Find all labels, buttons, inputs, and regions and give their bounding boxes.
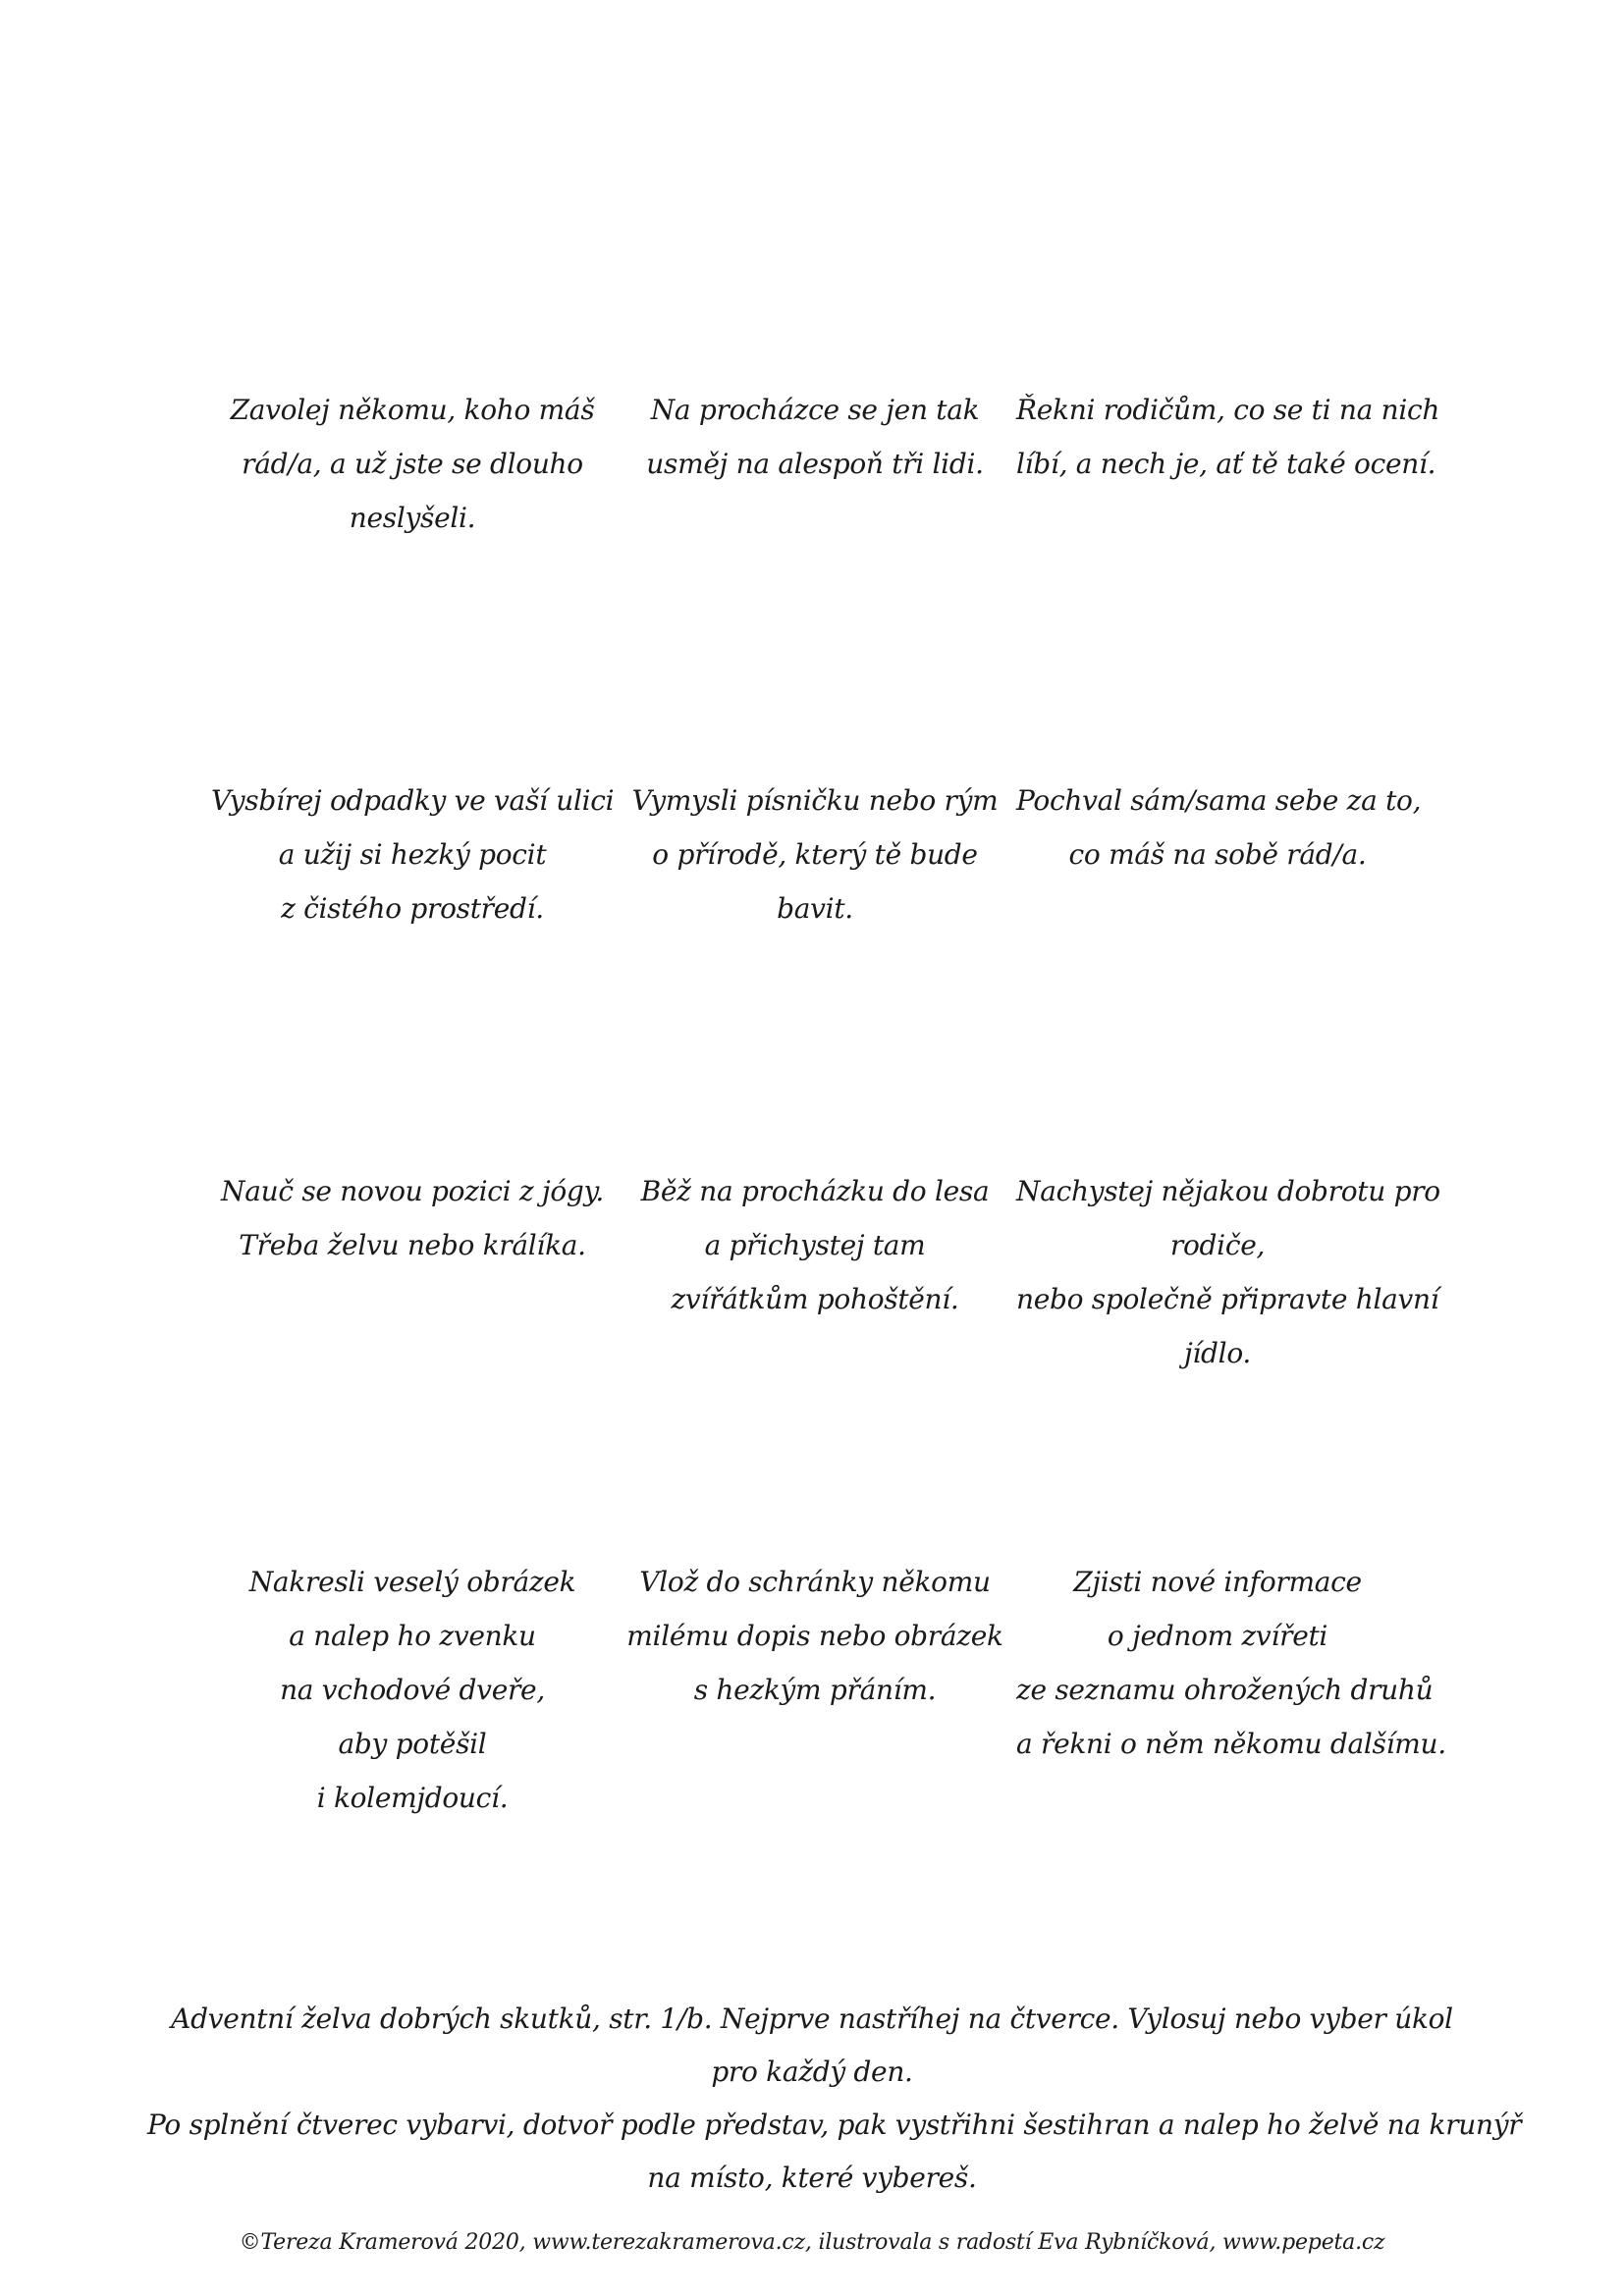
task-line: s hezkým přáním. [693, 1674, 937, 1706]
task-line: rád/a, a už jste se dlouho [242, 448, 583, 480]
task-card [211, 1555, 614, 1946]
task-line: Na procházce se jen tak [650, 394, 980, 426]
task-card [1016, 1164, 1440, 1555]
task-line: rodiče, [1169, 1229, 1266, 1261]
task-line: aby potěšil [338, 1728, 487, 1760]
task-grid [211, 383, 1446, 1946]
task-card [614, 774, 1016, 1164]
task-line: Pochval sám/sama sebe za to, [1016, 784, 1422, 817]
task-line: Vlož do schránky někomu [639, 1566, 991, 1598]
task-line: na vchodové dveře, [280, 1674, 545, 1706]
task-card [1016, 1555, 1446, 1946]
task-line: neslyšeli. [349, 502, 476, 534]
task-line: Běž na procházku do lesa [640, 1175, 990, 1207]
task-line: a přichystej tam [704, 1229, 926, 1261]
task-card [1016, 774, 1422, 1164]
task-line: Třeba želvu nebo králíka. [239, 1229, 586, 1261]
task-line: Zavolej někomu, koho máš [230, 394, 595, 426]
task-line: Zjisti nové informace [1073, 1566, 1362, 1598]
task-line: co máš na sobě rád/a. [1068, 838, 1367, 871]
task-line: ze seznamu ohrožených druhů [1016, 1674, 1434, 1706]
task-line: Vysbírej odpadky ve vaší ulici [211, 784, 615, 817]
instructions-line: pro každý den. [711, 2056, 913, 2088]
instructions-line: Po splnění čtverec vybarvi, dotvoř podle představ, pak vystřihni šestihran a nalep ho želvě na krunýř [147, 2109, 1522, 2141]
task-card [1016, 383, 1440, 774]
instructions [147, 1993, 1522, 2205]
task-line: usměj na alespoň tři lidi. [646, 448, 984, 480]
task-line: a užij si hezký pocit [278, 838, 547, 871]
task-line: z čistého prostředí. [281, 892, 544, 925]
task-line: nebo společně připravte hlavní [1016, 1283, 1439, 1315]
task-line: milému dopis nebo obrázek [626, 1620, 1003, 1652]
task-line: Nakresli veselý obrázek [248, 1566, 576, 1598]
task-line: líbí, a nech je, ať tě také ocení. [1016, 448, 1436, 480]
task-card [211, 383, 614, 774]
task-card [614, 1555, 1016, 1946]
task-line: Řekni rodičům, co se ti na nich [1016, 394, 1440, 426]
task-card [211, 774, 614, 1164]
task-line: o přírodě, který tě bude [652, 838, 978, 871]
instructions-line: Adventní želva dobrých skutků, str. 1/b. Nejprve nastříhej na čtverce. Vylosuj nebo vyber úkol [171, 2002, 1453, 2035]
task-line: o jednom zvířeti [1107, 1620, 1328, 1652]
task-card [614, 383, 1016, 774]
task-line: Nachystej nějakou dobrotu pro [1016, 1175, 1440, 1207]
copyright-credit: ©Tereza Kramerová 2020, www.terezakramerova.cz, ilustrovala s radostí Eva Rybníčková, www.pepeta.cz [239, 2230, 1385, 2255]
task-line: bavit. [777, 892, 853, 925]
task-card [211, 1164, 614, 1555]
instructions-line: na místo, které vybereš. [647, 2162, 977, 2194]
task-line: a řekni o něm někomu dalšímu. [1016, 1728, 1446, 1760]
task-card [614, 1164, 1016, 1555]
task-line: a nalep ho zvenku [289, 1620, 536, 1652]
task-line: jídlo. [1184, 1337, 1251, 1369]
task-line: Vymysli písničku nebo rým [631, 784, 999, 817]
task-line: Nauč se novou pozici z jógy. [221, 1175, 604, 1207]
task-line: zvířátkům pohoštění. [671, 1283, 959, 1315]
task-line: i kolemjdoucí. [316, 1782, 509, 1814]
